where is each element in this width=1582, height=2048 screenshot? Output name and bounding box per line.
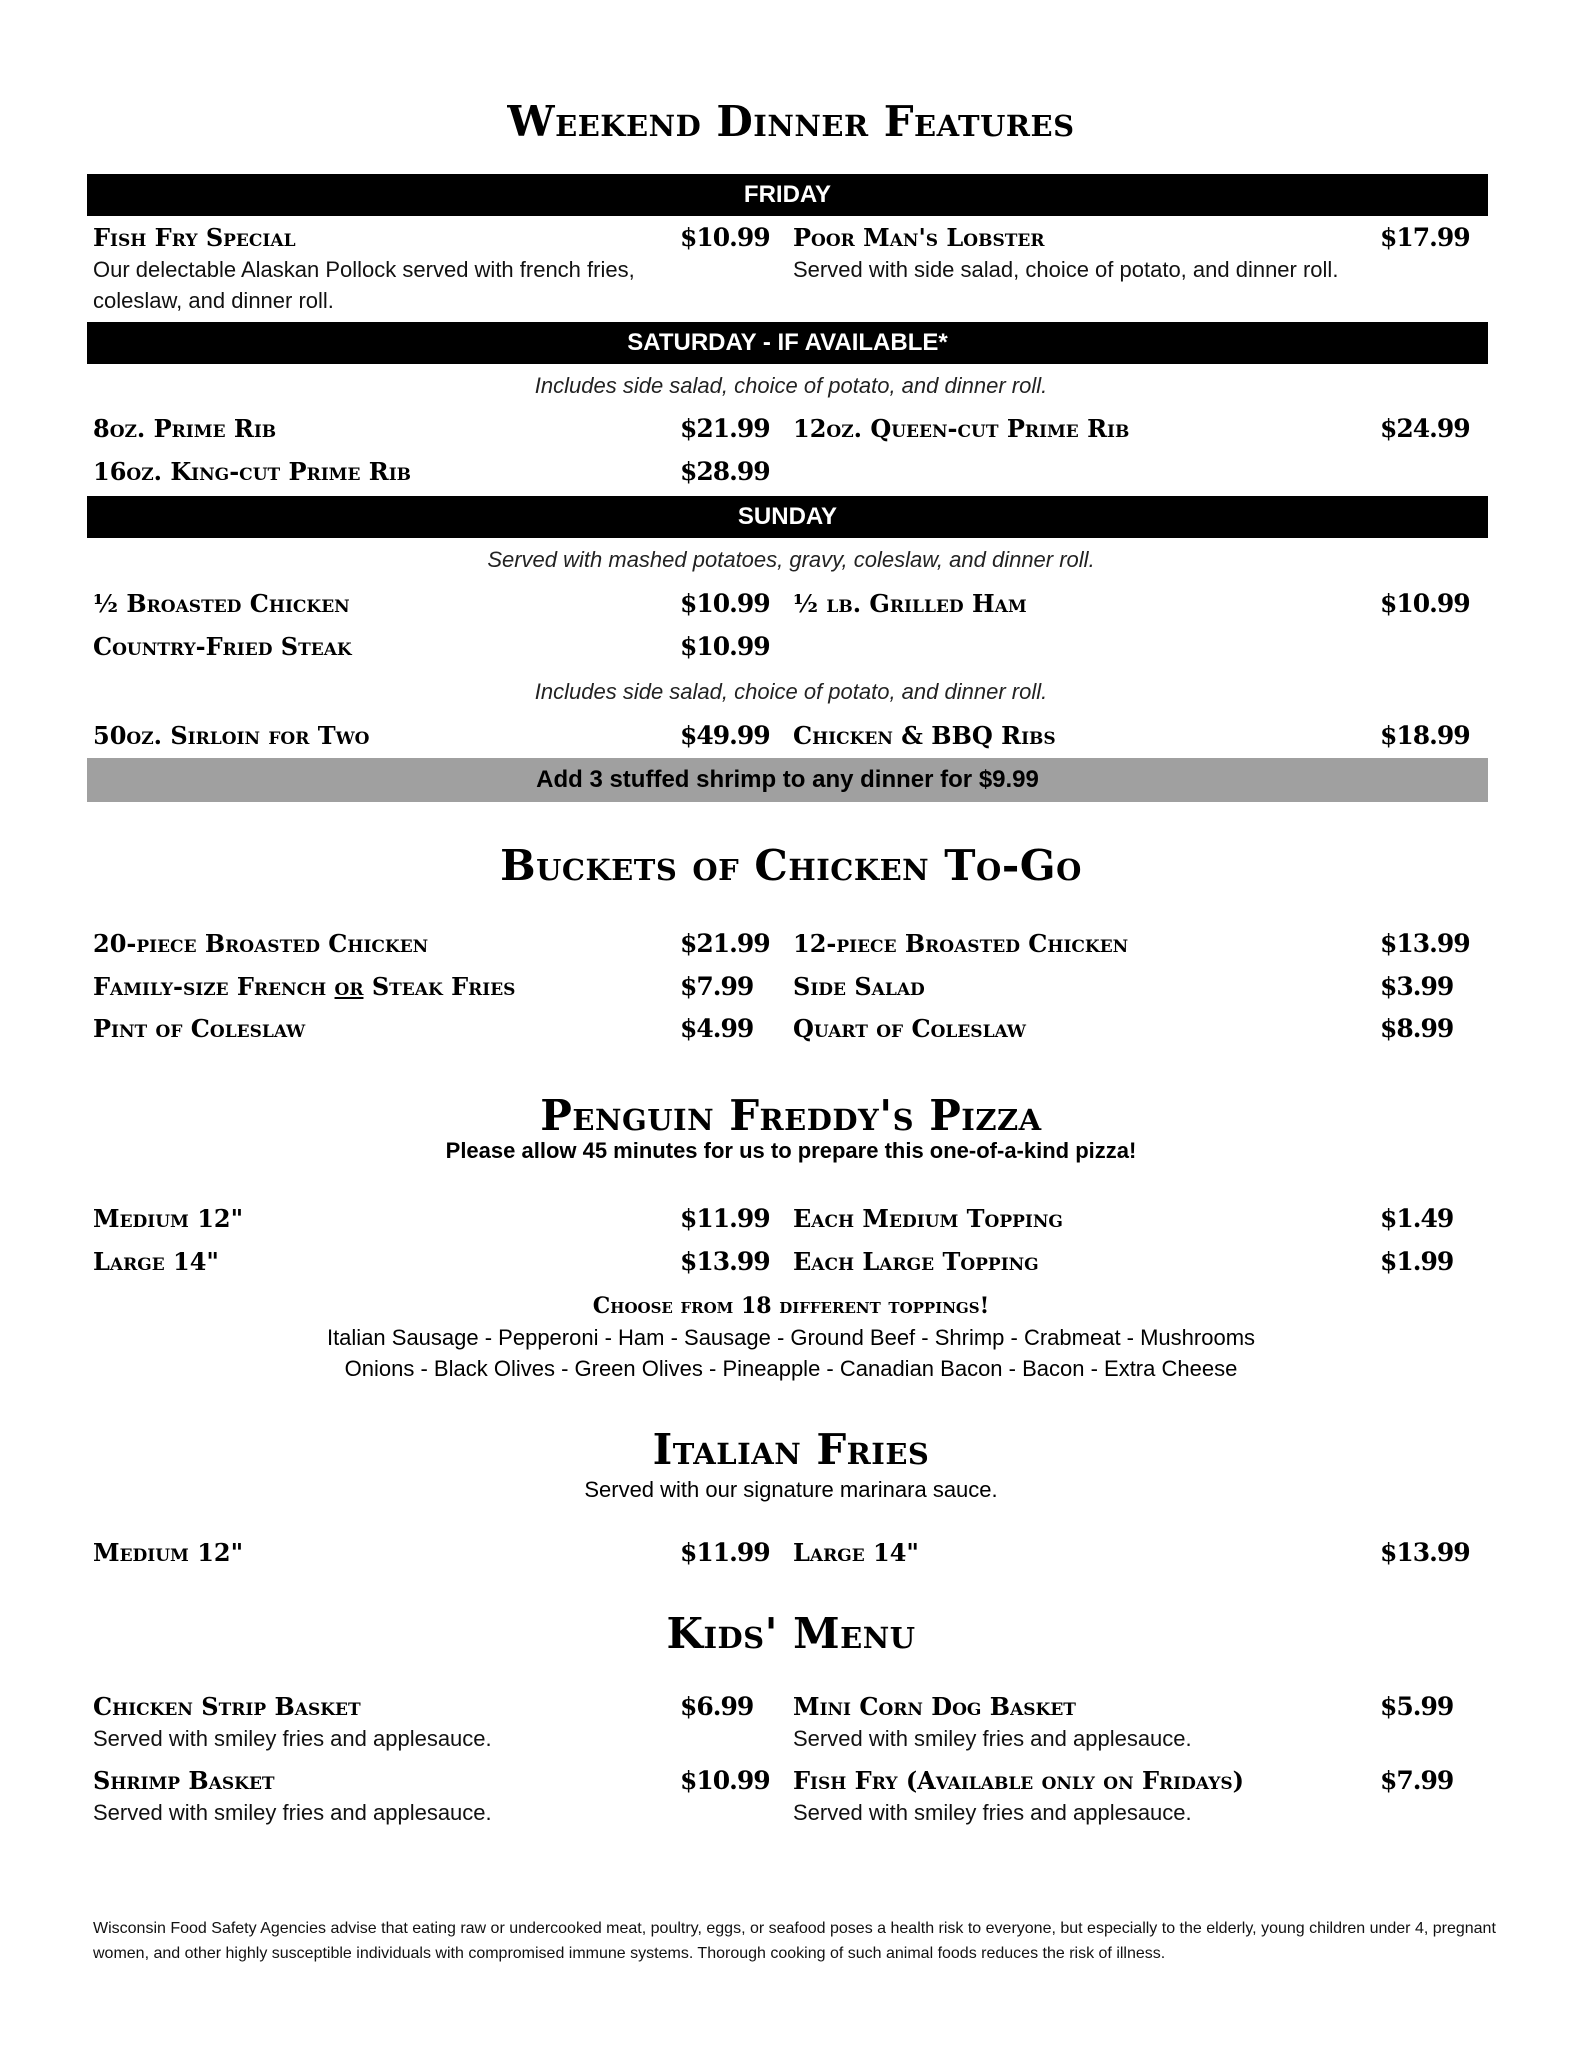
menu-item-price: $10.99: [680, 223, 770, 252]
menu-item-price: $10.99: [680, 1766, 770, 1795]
menu-item-price: $3.99: [1380, 972, 1454, 1001]
name-part: Family-size French: [93, 972, 335, 1001]
name-part: Steak Fries: [363, 972, 516, 1001]
menu-item-name: ½ lb. Grilled Ham: [793, 589, 1027, 618]
menu-item-price: $4.99: [680, 1014, 754, 1043]
menu-item-description: Served with smiley fries and applesauce.: [793, 1800, 1192, 1825]
fries-subtitle: Served with our signature marinara sauce.: [584, 1477, 998, 1502]
menu-item-name: Each Medium Topping: [793, 1204, 1063, 1233]
sunday-note-2: Includes side salad, choice of potato, and dinner roll.: [534, 679, 1048, 704]
kids-title: Kids' Menu: [666, 1609, 916, 1658]
toppings-header: Choose from 18 different toppings!: [592, 1293, 990, 1319]
menu-item-price: $49.99: [680, 721, 770, 750]
menu-item-name: Chicken Strip Basket: [93, 1692, 361, 1721]
menu-item-name: Shrimp Basket: [93, 1766, 275, 1795]
toppings-line: Italian Sausage - Pepperoni - Ham - Sausage - Ground Beef - Shrimp - Crabmeat - Mushrooms: [326, 1325, 1256, 1350]
menu-item-name: 20-piece Broasted Chicken: [93, 929, 429, 958]
menu-item-name: ½ Broasted Chicken: [93, 589, 350, 618]
menu-item-name: Fish Fry (Available only on Fridays): [793, 1766, 1244, 1795]
fries-title: Italian Fries: [652, 1425, 930, 1474]
menu-item-name: Country-Fried Steak: [93, 632, 352, 661]
menu-item-price: $10.99: [680, 632, 770, 661]
menu-item-name: Medium 12": [93, 1204, 244, 1233]
menu-item-price: $1.99: [1380, 1247, 1454, 1276]
menu-item-name: Pint of Coleslaw: [93, 1014, 306, 1043]
menu-item-price: $6.99: [680, 1692, 754, 1721]
menu-item-name: Medium 12": [93, 1538, 244, 1567]
weekend-title: Weekend Dinner Features: [507, 97, 1075, 146]
menu-item-price: $7.99: [1380, 1766, 1454, 1795]
menu-item-name: 16oz. King-cut Prime Rib: [93, 457, 412, 486]
menu-item-description: Served with smiley fries and applesauce.: [93, 1800, 492, 1825]
friday-header: FRIDAY: [87, 174, 1488, 216]
menu-item-name: Side Salad: [793, 972, 925, 1001]
menu-item-price: $10.99: [680, 589, 770, 618]
menu-item-name: Poor Man's Lobster: [793, 223, 1045, 252]
menu-item-price: $8.99: [1380, 1014, 1454, 1043]
menu-item-price: $17.99: [1380, 223, 1470, 252]
food-safety-disclaimer: Wisconsin Food Safety Agencies advise that eating raw or undercooked meat, poultry, eggs, or seafood poses a health risk to everyone, but especially to the elderly, young children under 4, pregnant women, and other highly susceptible individuals with compromised immune systems. Thorough cooking of such animal foods reduces the risk of illness.: [93, 1920, 1496, 1962]
menu-item-description: Served with side salad, choice of potato, and dinner roll.: [793, 257, 1339, 282]
menu-item-name: 50oz. Sirloin for Two: [93, 721, 370, 750]
menu-item-name: Chicken & BBQ Ribs: [793, 721, 1056, 750]
saturday-note: Includes side salad, choice of potato, and dinner roll.: [534, 373, 1048, 398]
buckets-title: Buckets of Chicken To-Go: [500, 841, 1082, 890]
toppings-line: Onions - Black Olives - Green Olives - Pineapple - Canadian Bacon - Bacon - Extra Cheese: [344, 1356, 1238, 1381]
menu-item-name: Quart of Coleslaw: [793, 1014, 1026, 1043]
menu-item-price: $24.99: [1380, 414, 1470, 443]
menu-item-price: $13.99: [680, 1247, 770, 1276]
menu-item-price: $13.99: [1380, 929, 1470, 958]
menu-item-price: $21.99: [680, 929, 770, 958]
sunday-header: SUNDAY: [87, 496, 1488, 538]
menu-item-price: $1.49: [1380, 1204, 1454, 1233]
menu-item-price: $13.99: [1380, 1538, 1470, 1567]
menu-item-description: Served with smiley fries and applesauce.: [793, 1726, 1192, 1751]
sunday-note: Served with mashed potatoes, gravy, coleslaw, and dinner roll.: [487, 547, 1095, 572]
menu-item-name: 12-piece Broasted Chicken: [793, 929, 1129, 958]
pizza-subtitle: Please allow 45 minutes for us to prepare this one-of-a-kind pizza!: [445, 1138, 1137, 1163]
menu-item-price: $11.99: [680, 1204, 770, 1233]
menu-item-price: $18.99: [1380, 721, 1470, 750]
menu-item-price: $28.99: [680, 457, 770, 486]
menu-item-name: Mini Corn Dog Basket: [793, 1692, 1076, 1721]
pizza-title: Penguin Freddy's Pizza: [540, 1091, 1042, 1140]
menu-item-name: [93, 971, 515, 1003]
menu-item-name: Large 14": [793, 1538, 919, 1567]
menu-item-name: Large 14": [93, 1247, 219, 1276]
menu-item-price: $10.99: [1380, 589, 1470, 618]
menu-item-price: $5.99: [1380, 1692, 1454, 1721]
menu-item-price: $21.99: [680, 414, 770, 443]
menu-item-description: Our delectable Alaskan Pollock served with french fries, coleslaw, and dinner roll.: [93, 257, 635, 313]
menu-item-price: $11.99: [680, 1538, 770, 1567]
menu-item-description: Served with smiley fries and applesauce.: [93, 1726, 492, 1751]
menu-item-name: Each Large Topping: [793, 1247, 1039, 1276]
menu-item-name: 12oz. Queen-cut Prime Rib: [793, 414, 1130, 443]
name-or-underlined: or: [334, 972, 364, 1001]
menu-item-name: Fish Fry Special: [93, 223, 296, 252]
menu-item-price: $7.99: [680, 972, 754, 1001]
saturday-header: SATURDAY - IF AVAILABLE*: [87, 322, 1488, 364]
menu-item-name: 8oz. Prime Rib: [93, 414, 277, 443]
addon-banner: Add 3 stuffed shrimp to any dinner for $9.99: [87, 758, 1488, 802]
